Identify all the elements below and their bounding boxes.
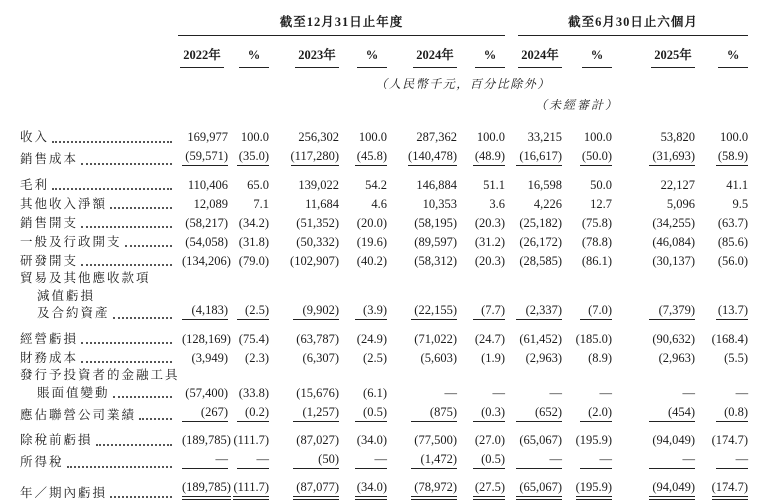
cell-value: (22,155) <box>387 270 457 323</box>
cell-value: 110,406 <box>178 169 224 195</box>
row-label-line: 財務成本 <box>20 350 178 368</box>
cell-value: (0.8) <box>695 402 748 424</box>
cell-value: (94,049) <box>612 424 695 450</box>
cell-value: 146,884 <box>387 169 457 195</box>
cell-value: 3.6 <box>457 194 505 213</box>
cell-value: (8.9) <box>562 348 612 367</box>
label-column-spacer <box>20 36 178 68</box>
row-label-line: 經營虧損 <box>20 331 178 349</box>
cell-value: (58,312) <box>387 251 457 270</box>
cell-value: (33.8) <box>224 367 269 402</box>
cell-value: (46,084) <box>612 232 695 251</box>
cell-value: (79.0) <box>224 251 269 270</box>
row-label <box>20 402 178 424</box>
table-body <box>20 113 748 502</box>
cell-value: (0.2) <box>224 402 269 424</box>
row-label <box>20 251 178 270</box>
row-label-line: 研發開支 <box>20 253 178 271</box>
cell-value: (5.5) <box>695 348 748 367</box>
cell-value: 287,362 <box>387 113 457 147</box>
column-header-2025-interim: 2025年 <box>612 36 695 68</box>
cell-value: (45.8) <box>339 147 387 169</box>
note-unaudited-row <box>20 92 748 113</box>
cell-value: (4,183) <box>178 270 224 323</box>
column-header-pct-4: % <box>562 36 612 68</box>
cell-value: (90,632) <box>612 323 695 349</box>
cell-value: (20.3) <box>457 251 505 270</box>
cell-value: (94,049) <box>612 472 695 502</box>
cell-value: 50.0 <box>562 169 612 195</box>
row-label-line: 及合約資產 <box>20 305 178 323</box>
table-row <box>20 232 748 251</box>
cell-value: 12,089 <box>178 194 224 213</box>
cell-value: (63.7) <box>695 213 748 232</box>
table-row <box>20 169 748 195</box>
cell-value: 7.1 <box>224 194 269 213</box>
cell-value: (102,907) <box>269 251 339 270</box>
row-label-line: 銷售開支 <box>20 215 178 233</box>
cell-value: — <box>612 367 695 402</box>
label-column-spacer <box>20 8 178 36</box>
cell-value: (195.9) <box>562 472 612 502</box>
cell-value: (6.1) <box>339 367 387 402</box>
cell-value: (267) <box>178 402 224 424</box>
cell-value: (3.9) <box>339 270 387 323</box>
table-row <box>20 147 748 169</box>
cell-value: (61,452) <box>505 323 562 349</box>
cell-value: (168.4) <box>695 323 748 349</box>
cell-value: (7.7) <box>457 270 505 323</box>
row-label <box>20 472 178 502</box>
dot-leader <box>110 496 172 498</box>
row-label <box>20 147 178 169</box>
cell-value: (13.7) <box>695 270 748 323</box>
cell-value: (117,280) <box>269 147 339 169</box>
dot-leader <box>52 141 172 143</box>
dot-leader <box>96 444 172 446</box>
cell-value: — <box>612 450 695 472</box>
dot-leader <box>113 396 172 398</box>
cell-value: (31.8) <box>224 232 269 251</box>
cell-value: (128,169) <box>178 323 224 349</box>
cell-value: 4.6 <box>339 194 387 213</box>
cell-value: 9.5 <box>695 194 748 213</box>
cell-value: (77,500) <box>387 424 457 450</box>
table-row <box>20 367 748 402</box>
table-row <box>20 450 748 472</box>
row-label-line: 應佔聯營公司業績 <box>20 407 178 425</box>
cell-value: (51,352) <box>269 213 339 232</box>
cell-value: (0.5) <box>457 450 505 472</box>
cell-value: 256,302 <box>269 113 339 147</box>
cell-value: (50.0) <box>562 147 612 169</box>
cell-value: 100.0 <box>562 113 612 147</box>
row-label-line: 其他收入淨額 <box>20 196 178 214</box>
dot-leader <box>81 361 172 363</box>
cell-value: (75.4) <box>224 323 269 349</box>
table-row <box>20 323 748 349</box>
cell-value: 10,353 <box>387 194 457 213</box>
cell-value: (30,137) <box>612 251 695 270</box>
cell-value: (652) <box>505 402 562 424</box>
cell-value: 4,226 <box>505 194 562 213</box>
cell-value: (78,972) <box>387 472 457 502</box>
cell-value: 100.0 <box>224 113 269 147</box>
cell-value: — <box>505 367 562 402</box>
group-header-annual <box>178 8 505 36</box>
cell-value: (50) <box>269 450 339 472</box>
cell-value: (189,785) <box>178 424 224 450</box>
row-label-line: 除稅前虧損 <box>20 432 178 450</box>
cell-value: (31,693) <box>612 147 695 169</box>
cell-value: (24.9) <box>339 323 387 349</box>
cell-value: (174.7) <box>695 472 748 502</box>
row-label-line: 毛利 <box>20 177 178 195</box>
row-label <box>20 113 178 147</box>
cell-value: (2.5) <box>224 270 269 323</box>
cell-value: 33,215 <box>505 113 562 147</box>
cell-value: — <box>339 450 387 472</box>
dot-leader <box>125 245 172 247</box>
cell-value: (185.0) <box>562 323 612 349</box>
table-row <box>20 194 748 213</box>
column-header-2024: 2024年 <box>387 36 457 68</box>
cell-value: (58,217) <box>178 213 224 232</box>
note-units: （人民幣千元，百分比除外） <box>178 68 748 92</box>
cell-value: (65,067) <box>505 424 562 450</box>
row-label-line: 減值虧損 <box>20 288 178 306</box>
column-header-2024-interim: 2024年 <box>505 36 562 68</box>
dot-leader <box>52 188 172 190</box>
cell-value: (195.9) <box>562 424 612 450</box>
row-label <box>20 348 178 367</box>
note-unaudited: （未經審計） <box>505 92 748 113</box>
cell-value: (2.5) <box>339 348 387 367</box>
column-header-pct-3: % <box>457 36 505 68</box>
cell-value: (56.0) <box>695 251 748 270</box>
cell-value: (87,077) <box>269 472 339 502</box>
cell-value: (25,182) <box>505 213 562 232</box>
row-label-line: 收入 <box>20 129 178 147</box>
cell-value: (2,963) <box>612 348 695 367</box>
group-header-annual-label: 截至12月31日止年度 <box>178 12 505 36</box>
cell-value: (58.9) <box>695 147 748 169</box>
income-statement-table <box>20 8 748 502</box>
cell-value: (7,379) <box>612 270 695 323</box>
row-label <box>20 194 178 213</box>
column-header-2023: 2023年 <box>269 36 339 68</box>
group-header-interim-label: 截至6月30日止六個月 <box>518 12 748 36</box>
cell-value: (50,332) <box>269 232 339 251</box>
row-label <box>20 232 178 251</box>
cell-value: (75.8) <box>562 213 612 232</box>
cell-value: (20.3) <box>457 213 505 232</box>
table-row <box>20 402 748 424</box>
dot-leader <box>139 418 172 420</box>
cell-value: (2.3) <box>224 348 269 367</box>
cell-value: (34,255) <box>612 213 695 232</box>
column-header-pct-1: % <box>224 36 269 68</box>
row-label-line: 所得稅 <box>20 454 178 472</box>
cell-value: 53,820 <box>612 113 695 147</box>
group-header-row <box>20 8 748 36</box>
cell-value: 5,096 <box>612 194 695 213</box>
cell-value: (7.0) <box>562 270 612 323</box>
cell-value: 169,977 <box>178 113 224 147</box>
row-label-line: 一般及行政開支 <box>20 234 178 252</box>
cell-value: (34.0) <box>339 424 387 450</box>
cell-value: (57,400) <box>178 367 224 402</box>
cell-value: (16,617) <box>505 147 562 169</box>
cell-value: — <box>387 367 457 402</box>
cell-value: (65,067) <box>505 472 562 502</box>
row-label-line: 發行予投資者的金融工具 <box>20 367 178 385</box>
cell-value: (454) <box>612 402 695 424</box>
financial-statement-page <box>0 8 777 474</box>
cell-value: — <box>505 450 562 472</box>
cell-value: (71,022) <box>387 323 457 349</box>
cell-value: (875) <box>387 402 457 424</box>
cell-value: (27.5) <box>457 472 505 502</box>
cell-value: 100.0 <box>339 113 387 147</box>
cell-value: (0.5) <box>339 402 387 424</box>
dot-leader <box>81 163 172 165</box>
cell-value: (89,597) <box>387 232 457 251</box>
row-label-line: 銷售成本 <box>20 151 178 169</box>
table-row <box>20 113 748 147</box>
cell-value: (34.2) <box>224 213 269 232</box>
cell-value: (40.2) <box>339 251 387 270</box>
row-label <box>20 367 178 402</box>
cell-value: (48.9) <box>457 147 505 169</box>
cell-value: (86.1) <box>562 251 612 270</box>
dot-leader <box>67 466 172 468</box>
cell-value: (34.0) <box>339 472 387 502</box>
row-label <box>20 270 178 323</box>
cell-value: (87,027) <box>269 424 339 450</box>
cell-value: (2,337) <box>505 270 562 323</box>
row-label-line: 年／期內虧損 <box>20 485 178 502</box>
cell-value: (31.2) <box>457 232 505 251</box>
cell-value: — <box>695 450 748 472</box>
cell-value: 22,127 <box>612 169 695 195</box>
cell-value: 41.1 <box>695 169 748 195</box>
column-header-pct-2: % <box>339 36 387 68</box>
note-units-row <box>20 68 748 92</box>
dot-leader <box>81 342 172 344</box>
cell-value: 11,684 <box>269 194 339 213</box>
cell-value: (5,603) <box>387 348 457 367</box>
cell-value: 54.2 <box>339 169 387 195</box>
cell-value: (3,949) <box>178 348 224 367</box>
row-label <box>20 323 178 349</box>
cell-value: (111.7) <box>224 424 269 450</box>
cell-value: (85.6) <box>695 232 748 251</box>
row-label <box>20 424 178 450</box>
cell-value: (59,571) <box>178 147 224 169</box>
table-row <box>20 424 748 450</box>
table-row <box>20 472 748 502</box>
cell-value: (78.8) <box>562 232 612 251</box>
column-header-row <box>20 36 748 68</box>
column-header-pct-5: % <box>695 36 748 68</box>
row-label <box>20 169 178 195</box>
cell-value: (111.7) <box>224 472 269 502</box>
cell-value: (0.3) <box>457 402 505 424</box>
cell-value: (189,785) <box>178 472 224 502</box>
cell-value: — <box>562 367 612 402</box>
cell-value: (1.9) <box>457 348 505 367</box>
cell-value: — <box>695 367 748 402</box>
cell-value: (140,478) <box>387 147 457 169</box>
cell-value: (1,257) <box>269 402 339 424</box>
table-row <box>20 213 748 232</box>
cell-value: (2,963) <box>505 348 562 367</box>
cell-value: (1,472) <box>387 450 457 472</box>
cell-value: (58,195) <box>387 213 457 232</box>
dot-leader <box>110 207 172 209</box>
row-label <box>20 213 178 232</box>
row-label-line: 貿易及其他應收款項 <box>20 270 178 288</box>
cell-value: (24.7) <box>457 323 505 349</box>
cell-value: (9,902) <box>269 270 339 323</box>
cell-value: 16,598 <box>505 169 562 195</box>
cell-value: 12.7 <box>562 194 612 213</box>
table-row <box>20 348 748 367</box>
row-label-line: 賬面值變動 <box>20 385 178 403</box>
cell-value: (63,787) <box>269 323 339 349</box>
cell-value: (2.0) <box>562 402 612 424</box>
cell-value: (26,172) <box>505 232 562 251</box>
cell-value: 139,022 <box>269 169 339 195</box>
cell-value: — <box>224 450 269 472</box>
cell-value: 51.1 <box>457 169 505 195</box>
column-header-2022: 2022年 <box>178 36 224 68</box>
row-label <box>20 450 178 472</box>
cell-value: (54,058) <box>178 232 224 251</box>
cell-value: 100.0 <box>457 113 505 147</box>
cell-value: (6,307) <box>269 348 339 367</box>
table-row <box>20 251 748 270</box>
dot-leader <box>81 226 172 228</box>
cell-value: (134,206) <box>178 251 224 270</box>
cell-value: (174.7) <box>695 424 748 450</box>
dot-leader <box>81 264 172 266</box>
group-header-interim <box>505 8 748 36</box>
cell-value: (19.6) <box>339 232 387 251</box>
table-row <box>20 270 748 323</box>
cell-value: 65.0 <box>224 169 269 195</box>
cell-value: (27.0) <box>457 424 505 450</box>
cell-value: (15,676) <box>269 367 339 402</box>
cell-value: (20.0) <box>339 213 387 232</box>
cell-value: (35.0) <box>224 147 269 169</box>
cell-value: (28,585) <box>505 251 562 270</box>
cell-value: — <box>457 367 505 402</box>
dot-leader <box>113 317 172 319</box>
cell-value: 100.0 <box>695 113 748 147</box>
cell-value: — <box>562 450 612 472</box>
cell-value: — <box>178 450 224 472</box>
